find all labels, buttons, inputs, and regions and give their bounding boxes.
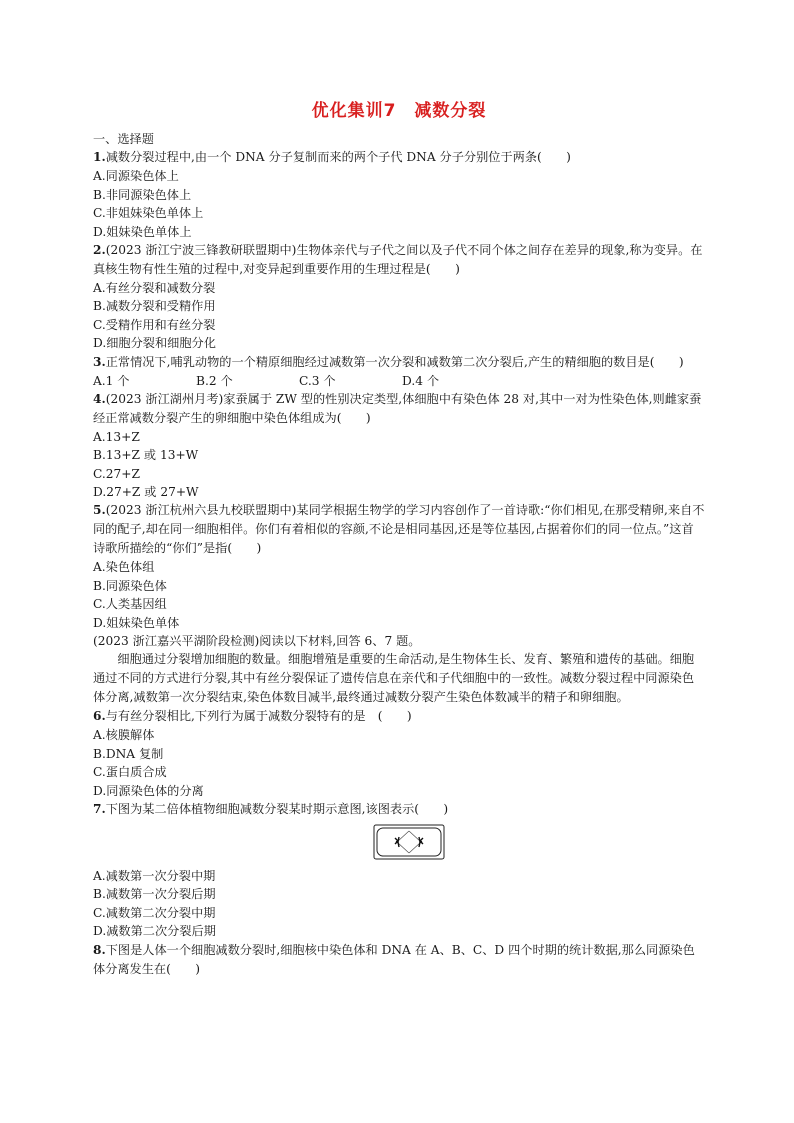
- question-number: 6.: [93, 709, 106, 724]
- question-stem: 与有丝分裂相比,下列行为属于减数分裂特有的是 ( ): [105, 709, 412, 724]
- question-number: 1.: [93, 150, 106, 165]
- option-d: D.同源染色体的分离: [93, 783, 204, 798]
- option-c: C.非姐妹染色单体上: [93, 206, 204, 221]
- document-page: [93, 96, 705, 979]
- question-number: 4.: [93, 391, 106, 406]
- option-d: D.4 个: [402, 373, 440, 388]
- question-stem: 下图是人体一个细胞减数分裂时,细胞核中染色体和 DNA 在 A、B、C、D 四个时期的统计数据,那么同源染色体分离发生在( ): [93, 942, 695, 976]
- question-7: [93, 800, 705, 819]
- option-b: B.非同源染色体上: [93, 187, 192, 202]
- option-c: C.减数第二次分裂中期: [93, 905, 216, 920]
- option-b: B.减数第一次分裂后期: [93, 887, 216, 902]
- option-b: B.同源染色体: [93, 578, 167, 593]
- plant-cell-diagram: [373, 822, 445, 862]
- question-number: 3.: [93, 354, 106, 369]
- option-d: D.姐妹染色单体: [93, 615, 180, 630]
- option-a: A.同源染色体上: [93, 169, 179, 184]
- question-stem: 正常情况下,哺乳动物的一个精原细胞经过减数第一次分裂和减数第二次分裂后,产生的精细胞的数目是( ): [105, 354, 684, 369]
- option-a: A.染色体组: [93, 560, 155, 575]
- question-number: 5.: [93, 503, 106, 518]
- option-b: B.2 个: [196, 373, 233, 388]
- option-c: C.受精作用和有丝分裂: [93, 317, 216, 332]
- option-c: C.3 个: [299, 373, 336, 388]
- question-stem: 减数分裂过程中,由一个 DNA 分子复制而来的两个子代 DNA 分子分别位于两条( ): [105, 150, 571, 165]
- option-c: C.27+Z: [93, 466, 140, 481]
- option-a: A.1 个: [93, 373, 130, 388]
- question-5: [93, 501, 705, 558]
- option-c: C.蛋白质合成: [93, 765, 167, 780]
- option-c: C.人类基因组: [93, 597, 167, 612]
- option-a: A.核膜解体: [93, 728, 155, 743]
- option-d: D.细胞分裂和细胞分化: [93, 336, 216, 351]
- question-stem: (2023 浙江湖州月考)家蚕属于 ZW 型的性别决定类型,体细胞中有染色体 28 对,其中一对为性染色体,则雌家蚕经正常减数分裂产生的卵细胞中染色体组成为( ): [93, 391, 702, 425]
- material-text: 细胞通过分裂增加细胞的数量。细胞增殖是重要的生命活动,是生物体生长、发育、繁殖和遗传的基础。细胞通过不同的方式进行分裂,其中有丝分裂保证了遗传信息在亲代和子代细胞中的一致性。减数分裂过程中同源染色体分离,减数第一次分裂结束,染色体数目减半,最终通过减数分裂产生染色体数减半的精子和卵细胞。: [93, 652, 695, 705]
- option-a: A.有丝分裂和减数分裂: [93, 280, 216, 295]
- option-b: B.减数分裂和受精作用: [93, 299, 216, 314]
- option-b: B.13+Z 或 13+W: [93, 448, 199, 463]
- option-a: A.减数第一次分裂中期: [93, 869, 216, 883]
- question-1: [93, 148, 705, 167]
- question-number: 7.: [93, 802, 106, 816]
- question-4: [93, 390, 705, 428]
- question-stem: (2023 浙江宁波三锋教研联盟期中)生物体亲代与子代之间以及子代不同个体之间存在差异的现象,称为变异。在真核生物有性生殖的过程中,对变异起到重要作用的生理过程是( ): [93, 242, 703, 276]
- question-stem: 下图为某二倍体植物细胞减数分裂某时期示意图,该图表示( ): [105, 802, 449, 816]
- option-b: B.DNA 复制: [93, 746, 164, 761]
- question-8: [93, 941, 705, 979]
- option-a: A.13+Z: [93, 429, 140, 444]
- question-3: [93, 353, 705, 372]
- page-title: 优化集训7 减数分裂: [311, 101, 487, 121]
- option-d: D.27+Z 或 27+W: [93, 485, 199, 500]
- question-number: 2.: [93, 242, 106, 257]
- cell-division-figure: [373, 822, 445, 862]
- question-number: 8.: [93, 942, 106, 957]
- question-2: [93, 241, 705, 279]
- section-heading: 一、选择题: [93, 132, 154, 146]
- question-6: [93, 707, 705, 726]
- material-intro: (2023 浙江嘉兴平湖阶段检测)阅读以下材料,回答 6、7 题。: [93, 634, 421, 649]
- option-d: D.减数第二次分裂后期: [93, 924, 216, 939]
- option-row: [93, 372, 705, 390]
- question-stem: (2023 浙江杭州六县九校联盟期中)某同学根据生物学的学习内容创作了一首诗歌:“你们相见,在那受精卵,来自不同的配子,却在同一细胞相伴。你们有着相似的容颜,不论是相同基因,还是等位基因,占据着你们的同一位点。”这首诗歌所描绘的“你们”是指( ): [93, 503, 705, 556]
- option-d: D.姐妹染色单体上: [93, 224, 192, 239]
